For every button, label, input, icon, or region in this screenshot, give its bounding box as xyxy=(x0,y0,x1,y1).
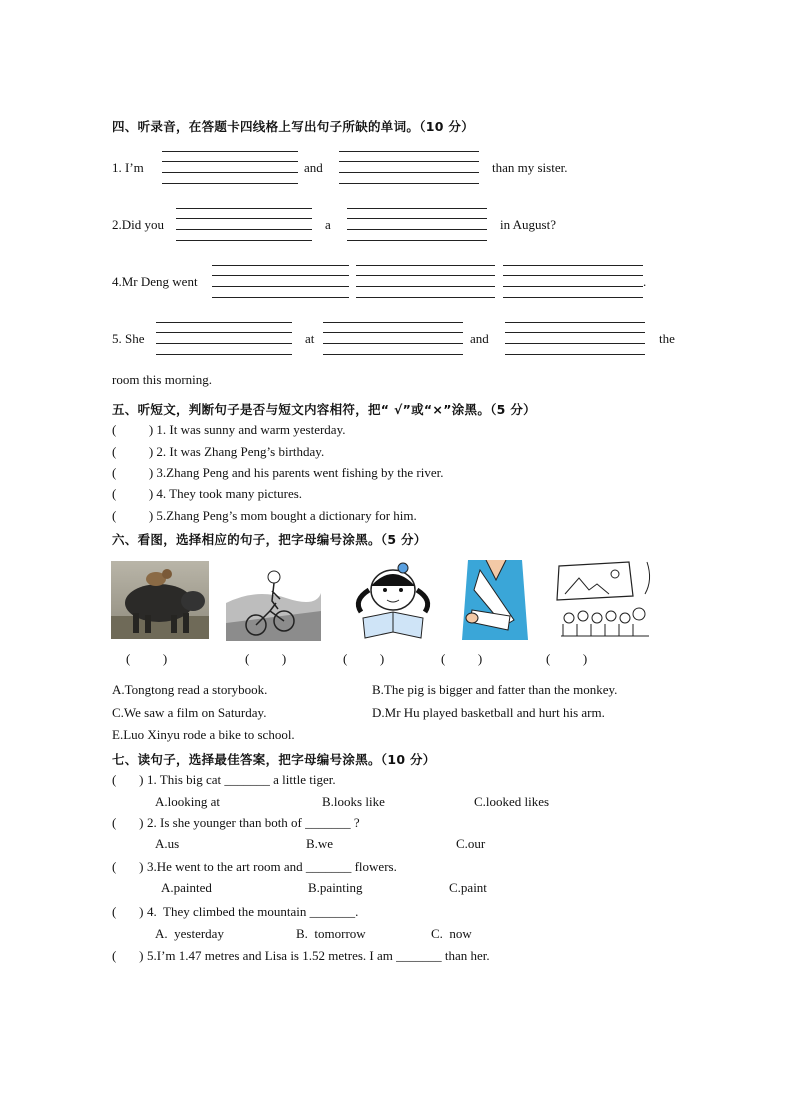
s7-q3-option-b: B.painting xyxy=(308,880,363,895)
section5-title: 五、听短文，判断句子是否与短文内容相符，把“ √”或“×”涂黑。（5 分） xyxy=(112,402,536,417)
q5-end: the xyxy=(659,331,675,346)
section7-title: 七、读句子，选择最佳答案，把字母编号涂黑。（10 分） xyxy=(112,752,436,767)
picture-blank-4[interactable]: ( ) xyxy=(441,651,483,666)
s5-statement-5: 5.Zhang Peng’s mom bought a dictionary for him. xyxy=(156,508,417,523)
s5-item-5 xyxy=(112,508,417,524)
s5-item-1 xyxy=(112,422,345,438)
s7-q2-answer-blank[interactable]: ( ) xyxy=(112,815,144,830)
s6-option-e: E.Luo Xinyu rode a bike to school. xyxy=(112,727,295,742)
hurt-arm-picture xyxy=(458,560,532,640)
bike-picture xyxy=(226,563,321,641)
s6-option-c: C.We saw a film on Saturday. xyxy=(112,705,267,720)
s7-q4-option-c: C. now xyxy=(431,926,472,941)
s5-answer-blank-5[interactable]: ( ) xyxy=(112,508,154,523)
s5-answer-blank-4[interactable]: ( ) xyxy=(112,486,154,501)
s7-q1-stem: 1. This big cat _______ a little tiger. xyxy=(147,772,336,787)
s7-q1-answer-blank[interactable]: ( ) xyxy=(112,772,144,787)
s7-q5-stem: 5.I’m 1.47 metres and Lisa is 1.52 metres. I am _______ than her. xyxy=(147,948,490,963)
q1-prefix: 1. I’m xyxy=(112,160,144,175)
q4-end: . xyxy=(643,274,647,289)
s7-q3-answer-blank[interactable]: ( ) xyxy=(112,859,144,874)
girl-reading-picture xyxy=(343,560,441,640)
s6-option-b: B.The pig is bigger and fatter than the monkey. xyxy=(372,682,618,697)
section6-title: 六、看图，选择相应的句子，把字母编号涂黑。（5 分） xyxy=(112,532,427,547)
q5-mid1: at xyxy=(305,331,315,346)
q2-suffix: in August? xyxy=(500,217,556,232)
s7-q4-option-a: A. yesterday xyxy=(155,926,224,941)
s7-q1-option-c: C.looked likes xyxy=(474,794,550,809)
s5-statement-1: 1. It was sunny and warm yesterday. xyxy=(156,422,346,437)
s7-q4-answer-blank[interactable]: ( ) xyxy=(112,904,144,919)
s7-q3-option-a: A.painted xyxy=(161,880,212,895)
s7-q4-stem: 4. They climbed the mountain _______. xyxy=(147,904,359,919)
q2-mid: a xyxy=(325,217,331,232)
s5-item-4 xyxy=(112,486,302,502)
s7-q2-stem: 2. Is she younger than both of _______ ? xyxy=(147,815,360,830)
s7-q2-option-b: B.we xyxy=(306,836,334,851)
picture-blank-5[interactable]: ( ) xyxy=(546,651,588,666)
s5-statement-3: 3.Zhang Peng and his parents went fishing by the river. xyxy=(156,465,444,480)
picture-blank-3[interactable]: ( ) xyxy=(343,651,385,666)
q1-mid: and xyxy=(304,160,323,175)
q4-prefix: 4.Mr Deng went xyxy=(112,274,198,289)
q5-prefix: 5. She xyxy=(112,331,145,346)
s5-answer-blank-2[interactable]: ( ) xyxy=(112,444,154,459)
s7-q1-option-a: A.looking at xyxy=(155,794,220,809)
q5-continuation: room this morning. xyxy=(112,372,213,387)
picture-blank-1[interactable]: ( ) xyxy=(126,651,168,666)
pig-monkey-picture xyxy=(111,561,209,639)
s7-q2-option-c: C.our xyxy=(456,836,486,851)
s5-item-3 xyxy=(112,465,443,481)
s6-option-a: A.Tongtong read a storybook. xyxy=(112,682,268,697)
s5-answer-blank-3[interactable]: ( ) xyxy=(112,465,154,480)
s5-answer-blank-1[interactable]: ( ) xyxy=(112,422,154,437)
q2-prefix: 2.Did you xyxy=(112,217,164,232)
s5-statement-2: 2. It was Zhang Peng’s birthday. xyxy=(156,444,325,459)
s7-q3-option-c: C.paint xyxy=(449,880,487,895)
section4-title: 四、听录音，在答题卡四线格上写出句子所缺的单词。（10 分） xyxy=(112,119,474,134)
s7-q1-option-b: B.looks like xyxy=(322,794,385,809)
s6-option-d: D.Mr Hu played basketball and hurt his arm. xyxy=(372,705,605,720)
q5-mid2: and xyxy=(470,331,489,346)
s7-q4-option-b: B. tomorrow xyxy=(296,926,366,941)
s7-q5-answer-blank[interactable]: ( ) xyxy=(112,948,144,963)
s5-item-2 xyxy=(112,444,324,460)
cinema-picture xyxy=(553,560,657,640)
s7-q2-option-a: A.us xyxy=(155,836,180,851)
s7-q3-stem: 3.He went to the art room and _______ flowers. xyxy=(147,859,397,874)
s5-statement-4: 4. They took many pictures. xyxy=(156,486,303,501)
q1-suffix: than my sister. xyxy=(492,160,568,175)
picture-blank-2[interactable]: ( ) xyxy=(245,651,287,666)
